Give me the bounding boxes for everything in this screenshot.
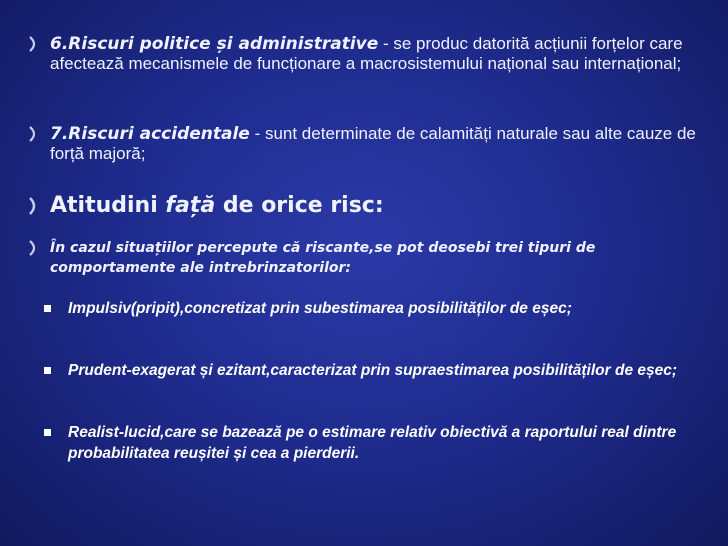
bullet-situations [50,238,710,278]
bullet-accidental-risks [50,124,710,164]
attitudes-emphasis: față [165,193,216,218]
attitudes-label: Atitudini [50,193,166,218]
bullet-text: În cazul situațiilor percepute că riscante,se pot deosebi trei tipuri de comportamente ale intrebrinzatorilor: [50,240,596,276]
attitudes-rest: de orice risc: [215,193,384,218]
bullet-heading: 7.Riscuri accidentale [50,124,250,144]
chevron-right-icon [28,126,42,142]
bullet-political-risks [50,34,710,74]
bullet-text: - sunt determinate de calamități naturale sau alte cauze de forță majoră; [50,124,696,163]
bullet-text: - se produc datorită acțiunii forțelor care afectează mecanismele de funcționare a macrosistemului național sau internațional; [50,34,683,73]
sub-bullet-text: Impulsiv(pripit),concretizat prin subestimarea posibilităților de eșec; [68,300,572,317]
chevron-right-icon [28,240,42,256]
chevron-right-icon [28,36,42,52]
square-icon [44,429,51,436]
square-icon [44,305,51,312]
square-icon [44,367,51,374]
bullet-attitudes-heading [50,193,710,219]
sub-bullet-prudent [68,360,708,381]
sub-bullet-realist [68,422,708,464]
sub-bullet-text: Prudent-exagerat și ezitant,caracterizat prin supraestimarea posibilităților de eșec; [68,362,678,379]
sub-bullet-text: Realist-lucid,care se bazează pe o estimare relativ obiectivă a raportului real dintre probabilitatea reușitei și cea a pierderii. [68,424,677,462]
sub-bullet-impulsive [68,298,708,319]
bullet-heading: 6.Riscuri politice și administrative [50,34,379,54]
chevron-right-icon [28,197,42,213]
